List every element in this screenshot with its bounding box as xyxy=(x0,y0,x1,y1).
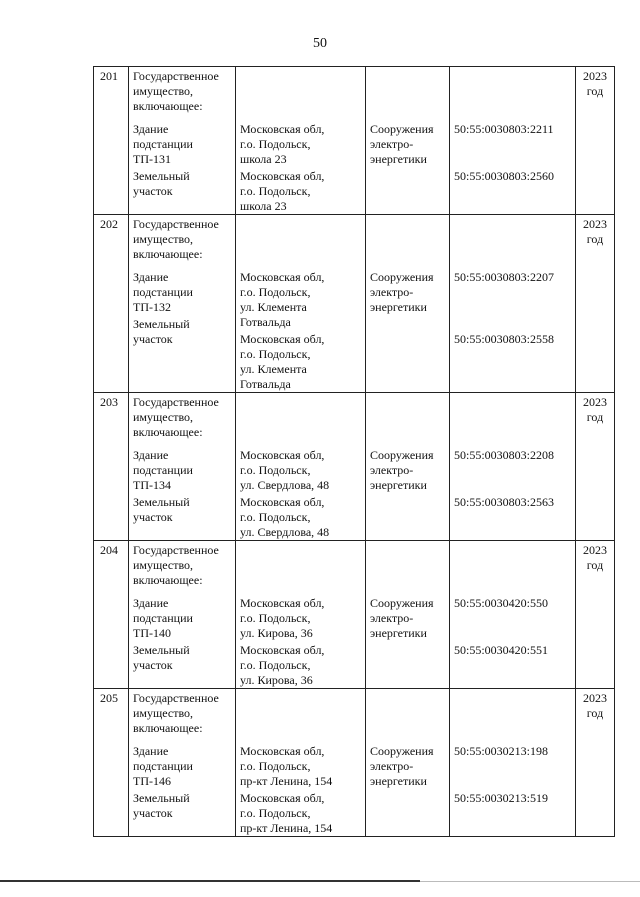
property-group-header-line: Государственное xyxy=(133,217,219,231)
address-block xyxy=(240,448,361,493)
address-block xyxy=(240,791,361,836)
property-group-header-line: включающее: xyxy=(133,573,203,587)
address-line: ул. Свердлова, 48 xyxy=(240,525,330,539)
property-name-line: подстанции xyxy=(133,137,193,151)
year-line: 2023 xyxy=(583,691,607,705)
address-line: г.о. Подольск, xyxy=(240,347,311,361)
row-number: 202 xyxy=(94,215,129,393)
purpose-cell xyxy=(366,215,450,393)
row-number: 204 xyxy=(94,541,129,689)
property-name-line: участок xyxy=(133,332,173,346)
address-line: ул. Клемента xyxy=(240,362,307,376)
cadastral-cell xyxy=(450,215,576,393)
year-line: год xyxy=(586,84,604,98)
property-name-cell xyxy=(129,67,236,215)
address-line: Московская обл, xyxy=(240,169,325,183)
property-name-line: Здание xyxy=(133,596,169,610)
property-group-header-line: имущество, xyxy=(133,232,194,246)
cadastral-cell xyxy=(450,541,576,689)
page-number: 50 xyxy=(313,36,327,51)
cadastral-number: 50:55:0030213:519 xyxy=(454,791,549,805)
property-group-header-line: Государственное xyxy=(133,69,219,83)
address-cell xyxy=(236,541,366,689)
table-row xyxy=(94,541,615,689)
cadastral-number: 50:55:0030420:550 xyxy=(454,596,549,610)
year-cell xyxy=(576,215,615,393)
address-line: г.о. Подольск, xyxy=(240,285,311,299)
property-name-line: ТП-140 xyxy=(133,626,171,640)
purpose-line: энергетики xyxy=(370,478,427,492)
property-group-header-line: Государственное xyxy=(133,395,219,409)
property-name-line: участок xyxy=(133,184,173,198)
property-group-header-line: имущество, xyxy=(133,558,194,572)
year-cell xyxy=(576,67,615,215)
purpose-line: Сооружения xyxy=(370,448,434,462)
address-line: Московская обл, xyxy=(240,332,325,346)
year-cell xyxy=(576,393,615,541)
purpose-line: электро- xyxy=(370,463,414,477)
address-block xyxy=(240,332,361,392)
purpose-cell xyxy=(366,393,450,541)
purpose-cell xyxy=(366,541,450,689)
address-line: ул. Свердлова, 48 xyxy=(240,478,330,492)
property-name-line: Земельный xyxy=(133,495,190,509)
address-line: Московская обл, xyxy=(240,643,325,657)
address-block xyxy=(240,270,361,330)
property-name-line: участок xyxy=(133,806,173,820)
page-bottom-rule xyxy=(0,880,420,882)
cadastral-number: 50:55:0030803:2563 xyxy=(454,495,555,509)
property-name-block xyxy=(133,270,231,315)
property-name-block xyxy=(133,791,231,821)
address-cell xyxy=(236,215,366,393)
address-line: Московская обл, xyxy=(240,495,325,509)
property-name-block xyxy=(133,317,231,347)
address-line: ул. Кирова, 36 xyxy=(240,626,313,640)
address-block xyxy=(240,643,361,688)
purpose-block xyxy=(370,270,445,315)
purpose-block xyxy=(370,122,445,167)
property-group-header-line: имущество, xyxy=(133,706,194,720)
address-line: пр-кт Ленина, 154 xyxy=(240,774,333,788)
purpose-block xyxy=(370,744,445,789)
cadastral-number: 50:55:0030420:551 xyxy=(454,643,549,657)
address-block xyxy=(240,744,361,789)
purpose-line: электро- xyxy=(370,611,414,625)
property-table-body xyxy=(94,67,615,837)
property-name-line: подстанции xyxy=(133,611,193,625)
property-name-cell xyxy=(129,541,236,689)
year-line: год xyxy=(586,232,604,246)
row-number: 203 xyxy=(94,393,129,541)
cadastral-cell xyxy=(450,67,576,215)
address-line: г.о. Подольск, xyxy=(240,759,311,773)
purpose-block xyxy=(370,448,445,493)
table-row xyxy=(94,67,615,215)
purpose-line: Сооружения xyxy=(370,270,434,284)
purpose-line: Сооружения xyxy=(370,744,434,758)
year-line: 2023 xyxy=(583,69,607,83)
address-cell xyxy=(236,393,366,541)
property-group-header-line: Государственное xyxy=(133,691,219,705)
year-line: 2023 xyxy=(583,217,607,231)
property-group-header-line: имущество, xyxy=(133,410,194,424)
property-name-cell xyxy=(129,215,236,393)
property-name-block xyxy=(133,643,231,673)
purpose-cell xyxy=(366,67,450,215)
address-line: Московская обл, xyxy=(240,791,325,805)
address-line: г.о. Подольск, xyxy=(240,658,311,672)
property-name-line: Здание xyxy=(133,744,169,758)
table-row xyxy=(94,689,615,837)
address-line: г.о. Подольск, xyxy=(240,137,311,151)
purpose-line: энергетики xyxy=(370,300,427,314)
purpose-line: Сооружения xyxy=(370,596,434,610)
property-name-line: ТП-131 xyxy=(133,152,171,166)
year-cell xyxy=(576,689,615,837)
property-name-cell xyxy=(129,393,236,541)
property-name-line: подстанции xyxy=(133,759,193,773)
purpose-line: электро- xyxy=(370,285,414,299)
property-name-line: ТП-134 xyxy=(133,478,171,492)
address-cell xyxy=(236,67,366,215)
address-line: ул. Клемента xyxy=(240,300,307,314)
address-cell xyxy=(236,689,366,837)
address-line: пр-кт Ленина, 154 xyxy=(240,821,333,835)
property-name-line: Земельный xyxy=(133,643,190,657)
address-line: г.о. Подольск, xyxy=(240,806,311,820)
year-cell xyxy=(576,541,615,689)
address-line: г.о. Подольск, xyxy=(240,463,311,477)
property-group-header-line: имущество, xyxy=(133,84,194,98)
address-line: Московская обл, xyxy=(240,270,325,284)
property-name-line: Земельный xyxy=(133,169,190,183)
address-line: г.о. Подольск, xyxy=(240,510,311,524)
address-line: Готвальда xyxy=(240,315,291,329)
property-name-block xyxy=(133,169,231,199)
property-name-block xyxy=(133,596,231,641)
cadastral-number: 50:55:0030213:198 xyxy=(454,744,549,758)
property-name-line: участок xyxy=(133,658,173,672)
address-line: Московская обл, xyxy=(240,744,325,758)
table-row xyxy=(94,215,615,393)
property-name-block xyxy=(133,495,231,525)
property-name-line: подстанции xyxy=(133,463,193,477)
cadastral-number: 50:55:0030803:2207 xyxy=(454,270,555,284)
property-group-header-line: Государственное xyxy=(133,543,219,557)
purpose-line: Сооружения xyxy=(370,122,434,136)
purpose-line: электро- xyxy=(370,759,414,773)
row-number: 205 xyxy=(94,689,129,837)
property-table xyxy=(93,66,615,837)
property-name-line: ТП-146 xyxy=(133,774,171,788)
property-name-line: Земельный xyxy=(133,317,190,331)
address-block xyxy=(240,495,361,540)
purpose-line: энергетики xyxy=(370,626,427,640)
property-name-line: участок xyxy=(133,510,173,524)
property-name-line: Здание xyxy=(133,122,169,136)
address-block xyxy=(240,122,361,167)
property-name-cell xyxy=(129,689,236,837)
address-line: Московская обл, xyxy=(240,122,325,136)
purpose-cell xyxy=(366,689,450,837)
property-name-line: Здание xyxy=(133,270,169,284)
address-line: Московская обл, xyxy=(240,448,325,462)
address-line: Московская обл, xyxy=(240,596,325,610)
address-block xyxy=(240,169,361,214)
cadastral-number: 50:55:0030803:2211 xyxy=(454,122,554,136)
address-line: Готвальда xyxy=(240,377,291,391)
address-line: г.о. Подольск, xyxy=(240,184,311,198)
year-line: год xyxy=(586,706,604,720)
address-line: школа 23 xyxy=(240,152,287,166)
property-name-line: Здание xyxy=(133,448,169,462)
year-line: год xyxy=(586,410,604,424)
property-name-block xyxy=(133,448,231,493)
purpose-line: электро- xyxy=(370,137,414,151)
row-number: 201 xyxy=(94,67,129,215)
property-name-block xyxy=(133,744,231,789)
year-line: год xyxy=(586,558,604,572)
purpose-line: энергетики xyxy=(370,774,427,788)
table-row xyxy=(94,393,615,541)
cadastral-cell xyxy=(450,689,576,837)
cadastral-number: 50:55:0030803:2558 xyxy=(454,332,555,346)
property-group-header-line: включающее: xyxy=(133,99,203,113)
property-name-block xyxy=(133,122,231,167)
property-group-header-line: включающее: xyxy=(133,425,203,439)
page-bottom-rule-faint xyxy=(420,881,640,882)
address-line: ул. Кирова, 36 xyxy=(240,673,313,687)
cadastral-cell xyxy=(450,393,576,541)
property-group-header-line: включающее: xyxy=(133,247,203,261)
address-line: г.о. Подольск, xyxy=(240,611,311,625)
year-line: 2023 xyxy=(583,543,607,557)
property-group-header-line: включающее: xyxy=(133,721,203,735)
property-name-line: ТП-132 xyxy=(133,300,171,314)
property-name-line: подстанции xyxy=(133,285,193,299)
purpose-block xyxy=(370,596,445,641)
cadastral-number: 50:55:0030803:2208 xyxy=(454,448,555,462)
address-line: школа 23 xyxy=(240,199,287,213)
address-block xyxy=(240,596,361,641)
year-line: 2023 xyxy=(583,395,607,409)
purpose-line: энергетики xyxy=(370,152,427,166)
property-name-line: Земельный xyxy=(133,791,190,805)
cadastral-number: 50:55:0030803:2560 xyxy=(454,169,555,183)
